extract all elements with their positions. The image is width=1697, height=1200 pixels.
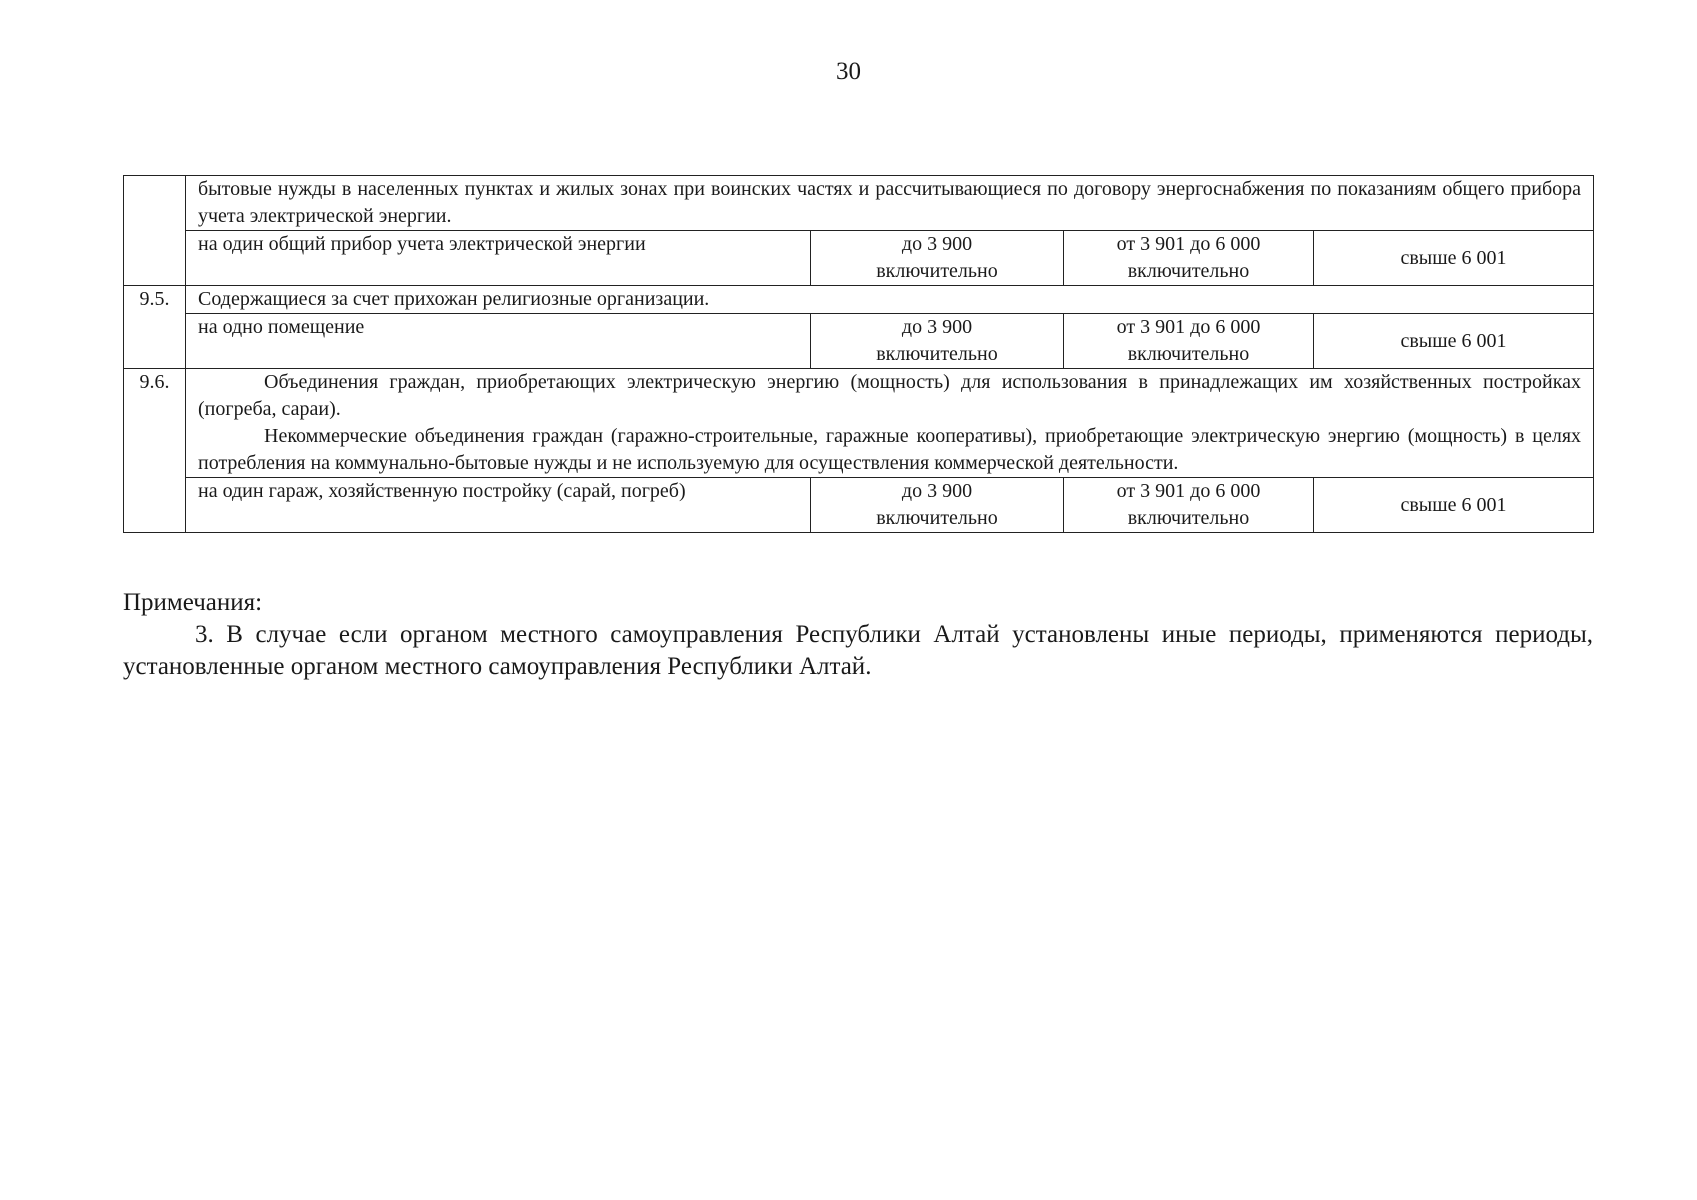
- range-low-cell: [811, 314, 1064, 369]
- unit-cell: на один общий прибор учета электрической энергии: [186, 231, 811, 286]
- range-high-cell: свыше 6 001: [1314, 231, 1594, 286]
- row-number: 9.5.: [124, 286, 186, 369]
- table-row-9-6-desc: [124, 369, 1594, 478]
- range-low-cell: [811, 478, 1064, 533]
- range-mid-qualifier: включительно: [1127, 507, 1250, 529]
- range-low-value: до 3 900: [901, 316, 973, 338]
- description-text: бытовые нужды в населенных пунктах и жилых зонах при воинских частях и рассчитывающиеся по договору энергоснабжения по показаниям общего прибора учета электрической энергии.: [198, 178, 1582, 227]
- notes-section: [123, 587, 1593, 683]
- table-row-continuation-desc: [124, 176, 1594, 231]
- table-row-9-5-values: [124, 314, 1594, 369]
- page-number: 30: [836, 58, 861, 85]
- range-high-cell: свыше 6 001: [1314, 478, 1594, 533]
- range-mid-cell: [1064, 478, 1314, 533]
- tariff-table: [123, 175, 1594, 533]
- notes-title: Примечания:: [123, 589, 263, 616]
- notes-item: 3. В случае если органом местного самоуправления Республики Алтай установлены иные периоды, применяются периоды, установленные органом местного самоуправления Республики Алтай.: [123, 621, 1593, 680]
- table-row-9-6-values: [124, 478, 1594, 533]
- category-description: [186, 176, 1594, 231]
- table-row-9-5-desc: [124, 286, 1594, 314]
- description-paragraph: Некоммерческие объединения граждан (гаражно-строительные, гаражные кооперативы), приобретающие электрическую энергию (мощность) в целях потребления на коммунально-бытовые нужды и не используемую для осуществления коммерческой деятельности.: [198, 425, 1582, 474]
- row-number: [124, 176, 186, 286]
- range-mid-qualifier: включительно: [1127, 260, 1250, 282]
- range-low-qualifier: включительно: [876, 260, 998, 282]
- category-description: [186, 286, 1594, 314]
- range-mid-cell: [1064, 314, 1314, 369]
- description-text: Содержащиеся за счет прихожан религиозные организации.: [198, 288, 710, 310]
- range-mid-qualifier: включительно: [1127, 343, 1250, 365]
- description-paragraph: Объединения граждан, приобретающих электрическую энергию (мощность) для использования в принадлежащих им хозяйственных постройках (погреба, сараи).: [198, 371, 1582, 420]
- unit-cell: на одно помещение: [186, 314, 811, 369]
- range-low-value: до 3 900: [901, 233, 973, 255]
- range-low-qualifier: включительно: [876, 507, 998, 529]
- range-high-cell: свыше 6 001: [1314, 314, 1594, 369]
- range-low-cell: [811, 231, 1064, 286]
- unit-cell: на один гараж, хозяйственную постройку (сарай, погреб): [186, 478, 811, 533]
- range-mid-value: от 3 901 до 6 000: [1116, 233, 1261, 255]
- range-mid-value: от 3 901 до 6 000: [1116, 316, 1261, 338]
- range-low-qualifier: включительно: [876, 343, 998, 365]
- category-description: [186, 369, 1594, 478]
- range-low-value: до 3 900: [901, 480, 973, 502]
- range-mid-cell: [1064, 231, 1314, 286]
- range-mid-value: от 3 901 до 6 000: [1116, 480, 1261, 502]
- row-number: 9.6.: [124, 369, 186, 533]
- table-row-continuation-values: [124, 231, 1594, 286]
